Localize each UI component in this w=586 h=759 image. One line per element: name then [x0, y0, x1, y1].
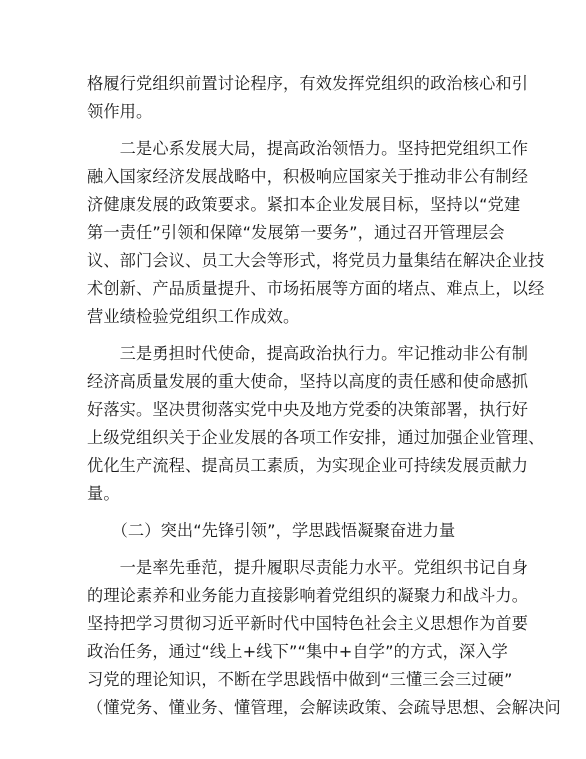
paragraph-gap [87, 508, 502, 517]
text-line: 三是勇担时代使命，提高政治执行力。牢记推动非公有制 [87, 344, 529, 363]
paragraph-procedure [87, 70, 529, 126]
text-line: 好落实。坚决贯彻落实党中央及地方党委的决策部署，执行好 [87, 400, 529, 419]
text-line: 议、部门会议、员工大会等形式，将党员力量集结在解决企业技 [87, 251, 545, 270]
text-line: 格履行党组织前置讨论程序，有效发挥党组织的政治核心和引 [87, 74, 529, 93]
text-line: 量。 [87, 484, 120, 503]
text-line: 融入国家经济发展战略中，积极响应国家关于推动非公有制经 [87, 167, 529, 186]
text-line: 营业绩检验党组织工作成效。 [87, 307, 300, 326]
text-line: 上级党组织关于企业发展的各项工作安排，通过加强企业管理、 [87, 428, 545, 447]
text-line: 二是心系发展大局，提高政治领悟力。坚持把党组织工作 [87, 139, 529, 158]
text-line: 习党的理论知识，不断在学思践悟中做到“三懂三会三过硬” [87, 670, 513, 689]
text-line: （懂党务、懂业务、懂管理，会解读政策、会疏导思想、会解决问 [87, 698, 561, 717]
paragraph-gap [87, 331, 502, 340]
text-line: 济健康发展的政策要求。紧扣本企业发展目标，坚持以“党建 [87, 195, 521, 214]
section-heading [87, 517, 502, 545]
paragraph-exemplary [87, 554, 561, 722]
text-line: （二）突出“先锋引领”，学思践悟凝聚奋进力量 [87, 521, 456, 540]
paragraph-development [87, 135, 545, 331]
text-line: 坚持把学习贯彻习近平新时代中国特色社会主义思想作为首要 [87, 614, 529, 633]
text-line: 术创新、产品质量提升、市场拓展等方面的堵点、难点上，以经 [87, 279, 545, 298]
text-line: 一是率先垂范，提升履职尽责能力水平。党组织书记自身 [87, 558, 529, 577]
text-line: 领作用。 [87, 102, 153, 121]
text-line: 的理论素养和业务能力直接影响着党组织的凝聚力和战斗力。 [87, 586, 529, 605]
paragraph-gap [87, 126, 502, 135]
document-body [87, 70, 561, 722]
paragraph-gap [87, 545, 502, 554]
text-line: 经济高质量发展的重大使命，坚持以高度的责任感和使命感抓 [87, 372, 529, 391]
text-line: 优化生产流程、提高员工素质，为实现企业可持续发展贡献力 [87, 456, 529, 475]
text-line: 政治任务，通过“线上+线下”“集中+自学”的方式，深入学 [87, 642, 508, 661]
paragraph-mission [87, 340, 545, 508]
text-line: 第一责任”引领和保障“发展第一要务”，通过召开管理层会 [87, 223, 505, 242]
